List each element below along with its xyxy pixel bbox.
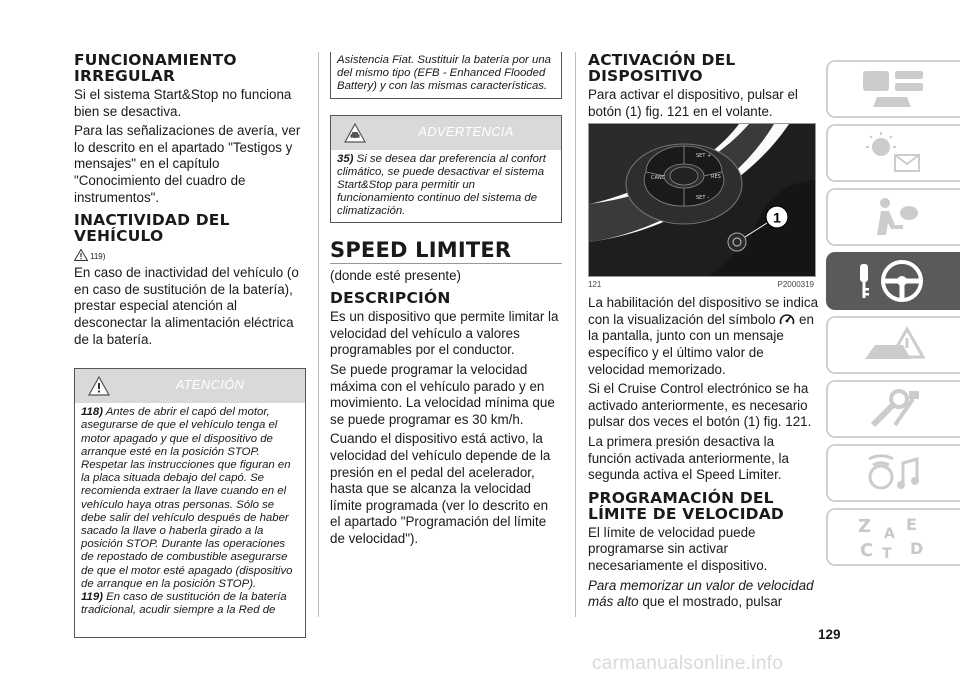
tab-chapter-5[interactable]: [826, 316, 960, 374]
tab-chapter-1[interactable]: [826, 60, 960, 118]
figure-code: P2000319: [777, 280, 814, 290]
note-number: 118): [81, 406, 103, 419]
maintenance-tools-icon: [859, 387, 929, 431]
index-letter: E: [906, 515, 917, 534]
heading-speed-limiter: SPEED LIMITER: [330, 237, 512, 262]
column-divider-1: [318, 52, 319, 617]
advertencia-body: [331, 150, 561, 222]
page-number: 129: [818, 627, 841, 642]
figure-number: 121: [588, 280, 602, 290]
button-canc-label: CANC: [651, 175, 666, 182]
tab-chapter-4-active[interactable]: [826, 252, 960, 310]
tab-chapter-6[interactable]: [826, 380, 960, 438]
advertencia-header: [331, 116, 561, 150]
note-number: 119): [81, 590, 103, 603]
index-letter: Z: [858, 516, 872, 537]
index-letters-icon: [854, 514, 934, 560]
column-2: [330, 52, 562, 551]
heading-descripcion: DESCRIPCIÓN: [330, 289, 451, 308]
heading-programacion-limite: PROGRAMACIÓN DEL LÍMITE DE VELOCIDAD: [588, 488, 784, 523]
breakdown-icon: [859, 323, 929, 367]
note-number: 35): [337, 152, 354, 165]
atencion-continuation: [330, 52, 562, 99]
button-res-label: RES: [711, 174, 721, 181]
paragraph-text: en la pantalla, junto con un mensaje específico y el último valor de velocidad memorizado.: [588, 311, 814, 377]
subtitle-donde-este-presente: (donde esté presente): [330, 267, 462, 283]
paragraph: Se puede programar la velocidad máxima con el vehículo parado y en movimiento. La velocidad mínima que se puede programar es 30 km/h.: [330, 362, 555, 427]
reference-number: 119): [90, 252, 106, 262]
heading-inactividad-vehiculo: INACTIVIDAD DEL VEHÍCULO: [74, 211, 230, 246]
tab-chapter-7[interactable]: [826, 444, 960, 502]
paragraph: [588, 578, 818, 611]
paragraph: Es un dispositivo que permite limitar la velocidad del vehículo a valores programables por el conductor.: [330, 309, 559, 358]
heading-funcionamiento-irregular: FUNCIONAMIENTO IRREGULAR: [74, 51, 237, 85]
italic-text: Para memorizar un valor de velocidad más alto: [588, 577, 814, 610]
watermark: carmanualsonline.info: [592, 653, 784, 674]
speed-limiter-button: [728, 233, 746, 251]
advertencia-box: [330, 115, 562, 223]
paragraph: En caso de inactividad del vehículo (o en caso de sustitución de la batería), prestar especial atención al desconectar la alimentación eléctrica de la batería.: [74, 265, 299, 347]
heading-rule: [330, 263, 562, 264]
paragraph: Para las señalizaciones de avería, ver lo descrito en el apartado "Testigos y mensajes" en el capítulo "Conocimiento del cuadro de instrumentos".: [74, 123, 301, 205]
index-letter: T: [882, 546, 892, 560]
tab-chapter-2[interactable]: [826, 124, 960, 182]
button-set-minus-label: SET –: [696, 195, 710, 202]
heading-activacion-dispositivo: ACTIVACIÓN DEL DISPOSITIVO: [588, 51, 736, 85]
tab-chapter-8[interactable]: [826, 508, 960, 566]
airbag-safety-icon: [859, 195, 929, 239]
button-set-plus-label: SET +: [696, 153, 712, 160]
atencion-title: ATENCIÓN: [175, 377, 245, 393]
car-dashboard-icon: [859, 67, 929, 111]
note-text: Asistencia Fiat. Sustituir la batería por una del mismo tipo (EFB - Enhanced Flooded Battery) y con las mismas características.: [337, 54, 551, 93]
callout-number: 1: [773, 209, 781, 226]
note-118: [81, 406, 299, 591]
note-text: En caso de sustitución de la batería tradicional, acudir siempre a la Red de: [81, 590, 287, 617]
paragraph: Para activar el dispositivo, pulsar el botón (1) fig. 121 en el volante.: [588, 87, 798, 119]
chapter-tabs: [826, 60, 960, 572]
steering-wheel-controls-illustration: [589, 124, 815, 276]
index-letter: A: [884, 526, 895, 542]
note-text: Antes de abrir el capó del motor, asegurarse de que el vehículo tenga el motor apagado y que el dispositivo de arranque esté en la posición STOP. Respetar las instrucciones que figuran en la placa situada debajo del capó. Se recomienda extraer la llave cuando en el vehículo haya otras personas. Sólo se debe salir del vehículo después de haber sacado la llave o haberla girado a la posición STOP. Durante las operaciones de repostado de combustible asegurarse de que el motor esté apagado (dispositivo de arranque en la posición STOP).: [81, 406, 293, 590]
paragraph: Si el sistema Start&Stop no funciona bien se desactiva.: [74, 87, 292, 119]
multimedia-icon: [859, 451, 929, 495]
paragraph: Si el Cruise Control electrónico se ha activado anteriormente, es necesario pulsar dos veces el botón (1) fig. 121.: [588, 381, 812, 430]
index-letter: D: [910, 539, 924, 558]
atencion-header: [75, 369, 305, 403]
speed-limiter-symbol-icon: [779, 312, 795, 326]
paragraph: [588, 295, 818, 378]
warning-lights-icon: [859, 131, 929, 175]
paragraph: La primera presión desactiva la función activada anteriormente, la segunda activa el Speed Limiter.: [588, 433, 789, 483]
steering-wheel-key-icon: [854, 258, 934, 304]
advertencia-title: ADVERTENCIA: [418, 123, 514, 139]
column-divider-2: [575, 52, 576, 617]
figure-121-steering-wheel: [588, 123, 816, 277]
paragraph-text: La habilitación del dispositivo se indica con la visualización del símbolo: [588, 295, 819, 327]
index-letter: C: [860, 540, 874, 560]
tab-chapter-3[interactable]: [826, 188, 960, 246]
warning-triangle-icon: [74, 249, 88, 261]
column-3: [588, 52, 818, 614]
paragraph: Cuando el dispositivo está activo, la velocidad del vehículo depende de la presión en el pedal del acelerador, hasta que se alcanza la velocidad límite programada (ver lo descrito en el apartado "Programación del límite de velocidad").: [330, 431, 551, 546]
atencion-body: [75, 403, 305, 620]
note-text: Si se desea dar preferencia al confort climático, se puede desactivar el sistema Start&Stop para permitir un funcionamiento continuo del sistema de climatización.: [337, 152, 546, 218]
column-1: [74, 52, 306, 638]
atencion-box: [74, 368, 306, 638]
figure-caption: [588, 280, 814, 289]
warning-reference: [74, 247, 306, 261]
paragraph-text: que el mostrado, pulsar: [638, 594, 783, 610]
note-119: [81, 591, 299, 617]
paragraph: El límite de velocidad puede programarse sin activar necesariamente el dispositivo.: [588, 524, 768, 573]
